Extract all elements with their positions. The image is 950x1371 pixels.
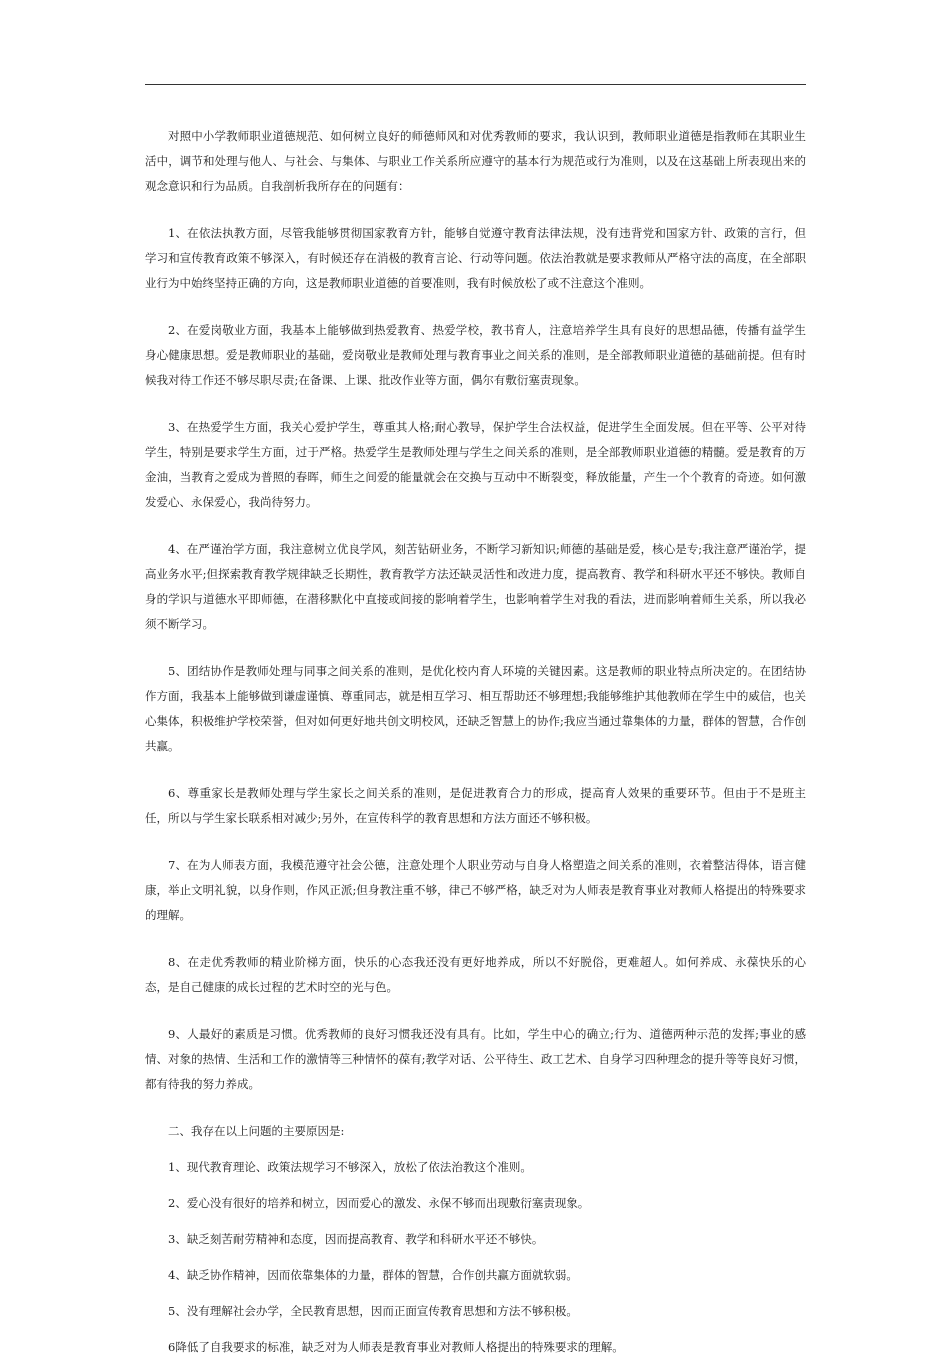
cause-item-6: 6降低了自我要求的标准，缺乏对为人师表是教育事业对教师人格提出的特殊要求的理解。 bbox=[168, 1340, 624, 1354]
issue-paragraph-2: 2、在爱岗敬业方面，我基本上能够做到热爱教育、热爱学校，教书育人，注意培养学生具有良好的思想品德，传播有益学生身心健康思想。爱是教师职业的基础，爱岗敬业是教师处理与教育事业之间关系的准则，是全部教师职业道德的基础前提。但有时候我对待工作还不够尽职尽责;在备课、上课、批改作业等方面，偶尔有敷衍塞责现象。 bbox=[145, 323, 806, 387]
issue-paragraph-6: 6、尊重家长是教师处理与学生家长之间关系的准则，是促进教育合力的形成，提高育人效果的重要环节。但由于不是班主任，所以与学生家长联系相对减少;另外，在宣传科学的教育思想和方法方面还不够积极。 bbox=[145, 786, 806, 825]
issue-paragraph-9: 9、人最好的素质是习惯。优秀教师的良好习惯我还没有具有。比如，学生中心的确立;行为、道德两种示范的发挥;事业的感情、对象的热情、生活和工作的激情等三种情怀的葆有;教学对话、公平待生、政工艺术、自身学习四种理念的提升等等良好习惯，都有待我的努力养成。 bbox=[145, 1027, 806, 1091]
issue-paragraph-1: 1、在依法执教方面，尽管我能够贯彻国家教育方针，能够自觉遵守教育法律法规，没有违背党和国家方针、政策的言行，但学习和宣传教育政策不够深入，有时候还存在消极的教育言论、行动等问题。依法治教就是要求教师从严格守法的高度，在全部职业行为中始终坚持正确的方向，这是教师职业道德的首要准则，我有时候放松了或不注意这个准则。 bbox=[145, 226, 806, 290]
section-heading-causes: 二、我存在以上问题的主要原因是: bbox=[168, 1124, 345, 1138]
issue-paragraph-5: 5、团结协作是教师处理与同事之间关系的准则，是优化校内育人环境的关键因素。这是教师的职业特点所决定的。在团结协作方面，我基本上能够做到谦虚谨慎、尊重同志，就是相互学习、相互帮助还不够理想;我能够维护其他教师在学生中的威信，也关心集体，积极维护学校荣誉，但对如何更好地共创文明校风，还缺乏智慧上的协作;我应当通过靠集体的力量，群体的智慧，合作创共赢。 bbox=[145, 664, 806, 753]
cause-item-5: 5、没有理解社会办学，全民教育思想，因而正面宣传教育思想和方法不够积极。 bbox=[168, 1304, 578, 1318]
intro-paragraph: 对照中小学教师职业道德规范、如何树立良好的师德师风和对优秀教师的要求，我认识到，教师职业道德是指教师在其职业生活中，调节和处理与他人、与社会、与集体、与职业工作关系所应遵守的基本行为规范或行为准则，以及在这基础上所表现出来的观念意识和行为品质。自我剖析我所存在的问题有： bbox=[145, 129, 806, 193]
issue-paragraph-8: 8、在走优秀教师的精业阶梯方面，快乐的心态我还没有更好地养成，所以不好脱俗，更难超人。如何养成、永葆快乐的心态，是自己健康的成长过程的艺术时空的光与色。 bbox=[145, 955, 806, 994]
cause-item-1: 1、现代教育理论、政策法规学习不够深入，放松了依法治教这个准则。 bbox=[168, 1160, 532, 1174]
cause-item-2: 2、爱心没有很好的培养和树立，因而爱心的激发、永保不够而出现敷衍塞责现象。 bbox=[168, 1196, 590, 1210]
issue-paragraph-7: 7、在为人师表方面，我模范遵守社会公德，注意处理个人职业劳动与自身人格塑造之间关系的准则，衣着整洁得体，语言健康，举止文明礼貌，以身作则，作风正派;但身教注重不够，律己不够严格，缺乏对为人师表是教育事业对教师人格提出的特殊要求的理解。 bbox=[145, 858, 806, 922]
cause-item-3: 3、缺乏刻苦耐劳精神和态度，因而提高教育、教学和科研水平还不够快。 bbox=[168, 1232, 544, 1246]
cause-item-4: 4、缺乏协作精神，因而依靠集体的力量，群体的智慧，合作创共赢方面就软弱。 bbox=[168, 1268, 578, 1282]
header-rule bbox=[145, 84, 806, 85]
issue-paragraph-4: 4、在严谨治学方面，我注意树立优良学风，刻苦钻研业务，不断学习新知识;师德的基础是爱，核心是专;我注意严谨治学，提高业务水平;但探索教育教学规律缺乏长期性，教育教学方法还缺灵活性和改进力度，提高教育、教学和科研水平还不够快。教师自身的学识与道德水平即师德，在潜移默化中直接或间接的影响着学生，也影响着学生对我的看法，进而影响着师生关系，所以我必须不断学习。 bbox=[145, 542, 806, 631]
issue-paragraph-3: 3、在热爱学生方面，我关心爱护学生，尊重其人格;耐心教导，保护学生合法权益，促进学生全面发展。但在平等、公平对待学生，特别是要求学生方面，过于严格。热爱学生是教师处理与学生之间关系的准则，是全部教师职业道德的精髓。爱是教育的万金油，当教育之爱成为普照的春晖，师生之间爱的能量就会在交换与互动中不断裂变，释放能量，产生一个个教育的奇迹。如何激发爱心、永保爱心，我尚待努力。 bbox=[145, 420, 806, 509]
document-body bbox=[145, 124, 806, 1371]
